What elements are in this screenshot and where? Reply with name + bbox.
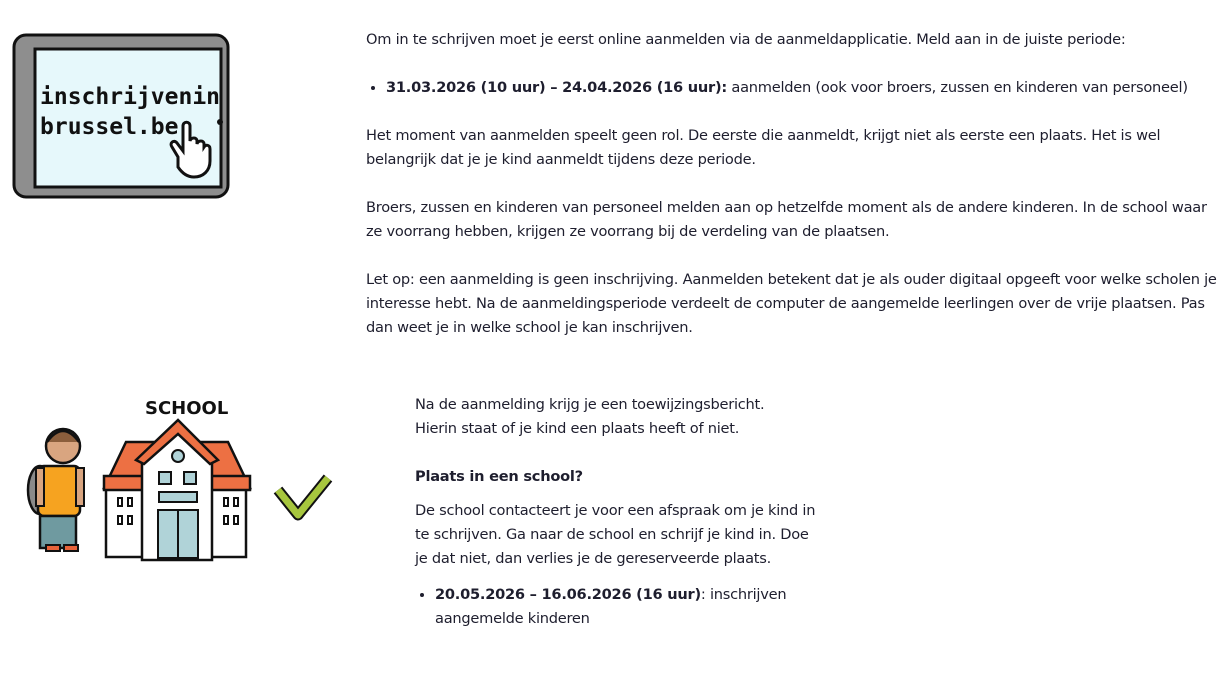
- paragraph-siblings: Broers, zussen en kinderen van personeel melden aan op hetzelfde moment als de andere kinderen. In de school waar ze voorrang hebben, krijgen ze voorrang bij de verdeling van de plaatsen.: [366, 199, 1207, 240]
- enrollment-period-dates: 20.05.2026 – 16.06.2026 (16 uur): [435, 586, 701, 603]
- paragraph-moment: Het moment van aanmelden speelt geen rol. De eerste die aanmeldt, krijgt niet als eerste een plaats. Het is wel belangrijk dat je je kind aanmeldt tijdens deze periode.: [366, 127, 1161, 168]
- school-label: SCHOOL: [145, 398, 229, 419]
- allocation-line2: Hierin staat of je kind een plaats heeft of niet.: [415, 420, 740, 437]
- registration-period-item: [386, 76, 1226, 100]
- child-icon: [28, 429, 84, 551]
- school-illustration: [18, 390, 338, 562]
- allocation-info: [415, 393, 835, 631]
- enrollment-period-list: [415, 583, 795, 631]
- enrollment-period-item: [435, 583, 795, 631]
- registration-info: [366, 28, 1226, 364]
- registration-period-dates: 31.03.2026 (10 uur) – 24.04.2026 (16 uur):: [386, 79, 728, 96]
- registration-period-list: [366, 76, 1226, 100]
- registration-period-desc: aanmelden (ook voor broers, zussen en kinderen van personeel): [727, 79, 1188, 96]
- tablet-text-line1: inschrijvenin: [40, 84, 221, 110]
- paragraph-note: Let op: een aanmelding is geen inschrijving. Aanmelden betekent dat je als ouder digitaal opgeeft voor welke scholen je interesse hebt. Na de aanmeldingsperiode verdeelt de computer de aangemelde leerlingen over de vrije plaatsen. Pas dan weet je in welke school je kan inschrijven.: [366, 271, 1217, 336]
- tablet-illustration: [10, 32, 232, 204]
- school-building-icon: [104, 420, 250, 560]
- school-contact-text: De school contacteert je voor een afspraak om je kind in te schrijven. Ga naar de school en schrijf je kind in. Doe je dat niet, dan verlies je de gereserveerde plaats.: [415, 502, 816, 567]
- tablet-text-line2: brussel.be: [40, 114, 179, 140]
- intro-text: Om in te schrijven moet je eerst online aanmelden via de aanmeldapplicatie. Meld aan in de juiste periode:: [366, 31, 1126, 48]
- allocation-line1: Na de aanmelding krijg je een toewijzingsbericht.: [415, 396, 765, 413]
- enrollment-period-desc: : inschrijven aangemelde kinderen: [435, 586, 787, 627]
- place-heading: Plaats in een school?: [415, 468, 583, 485]
